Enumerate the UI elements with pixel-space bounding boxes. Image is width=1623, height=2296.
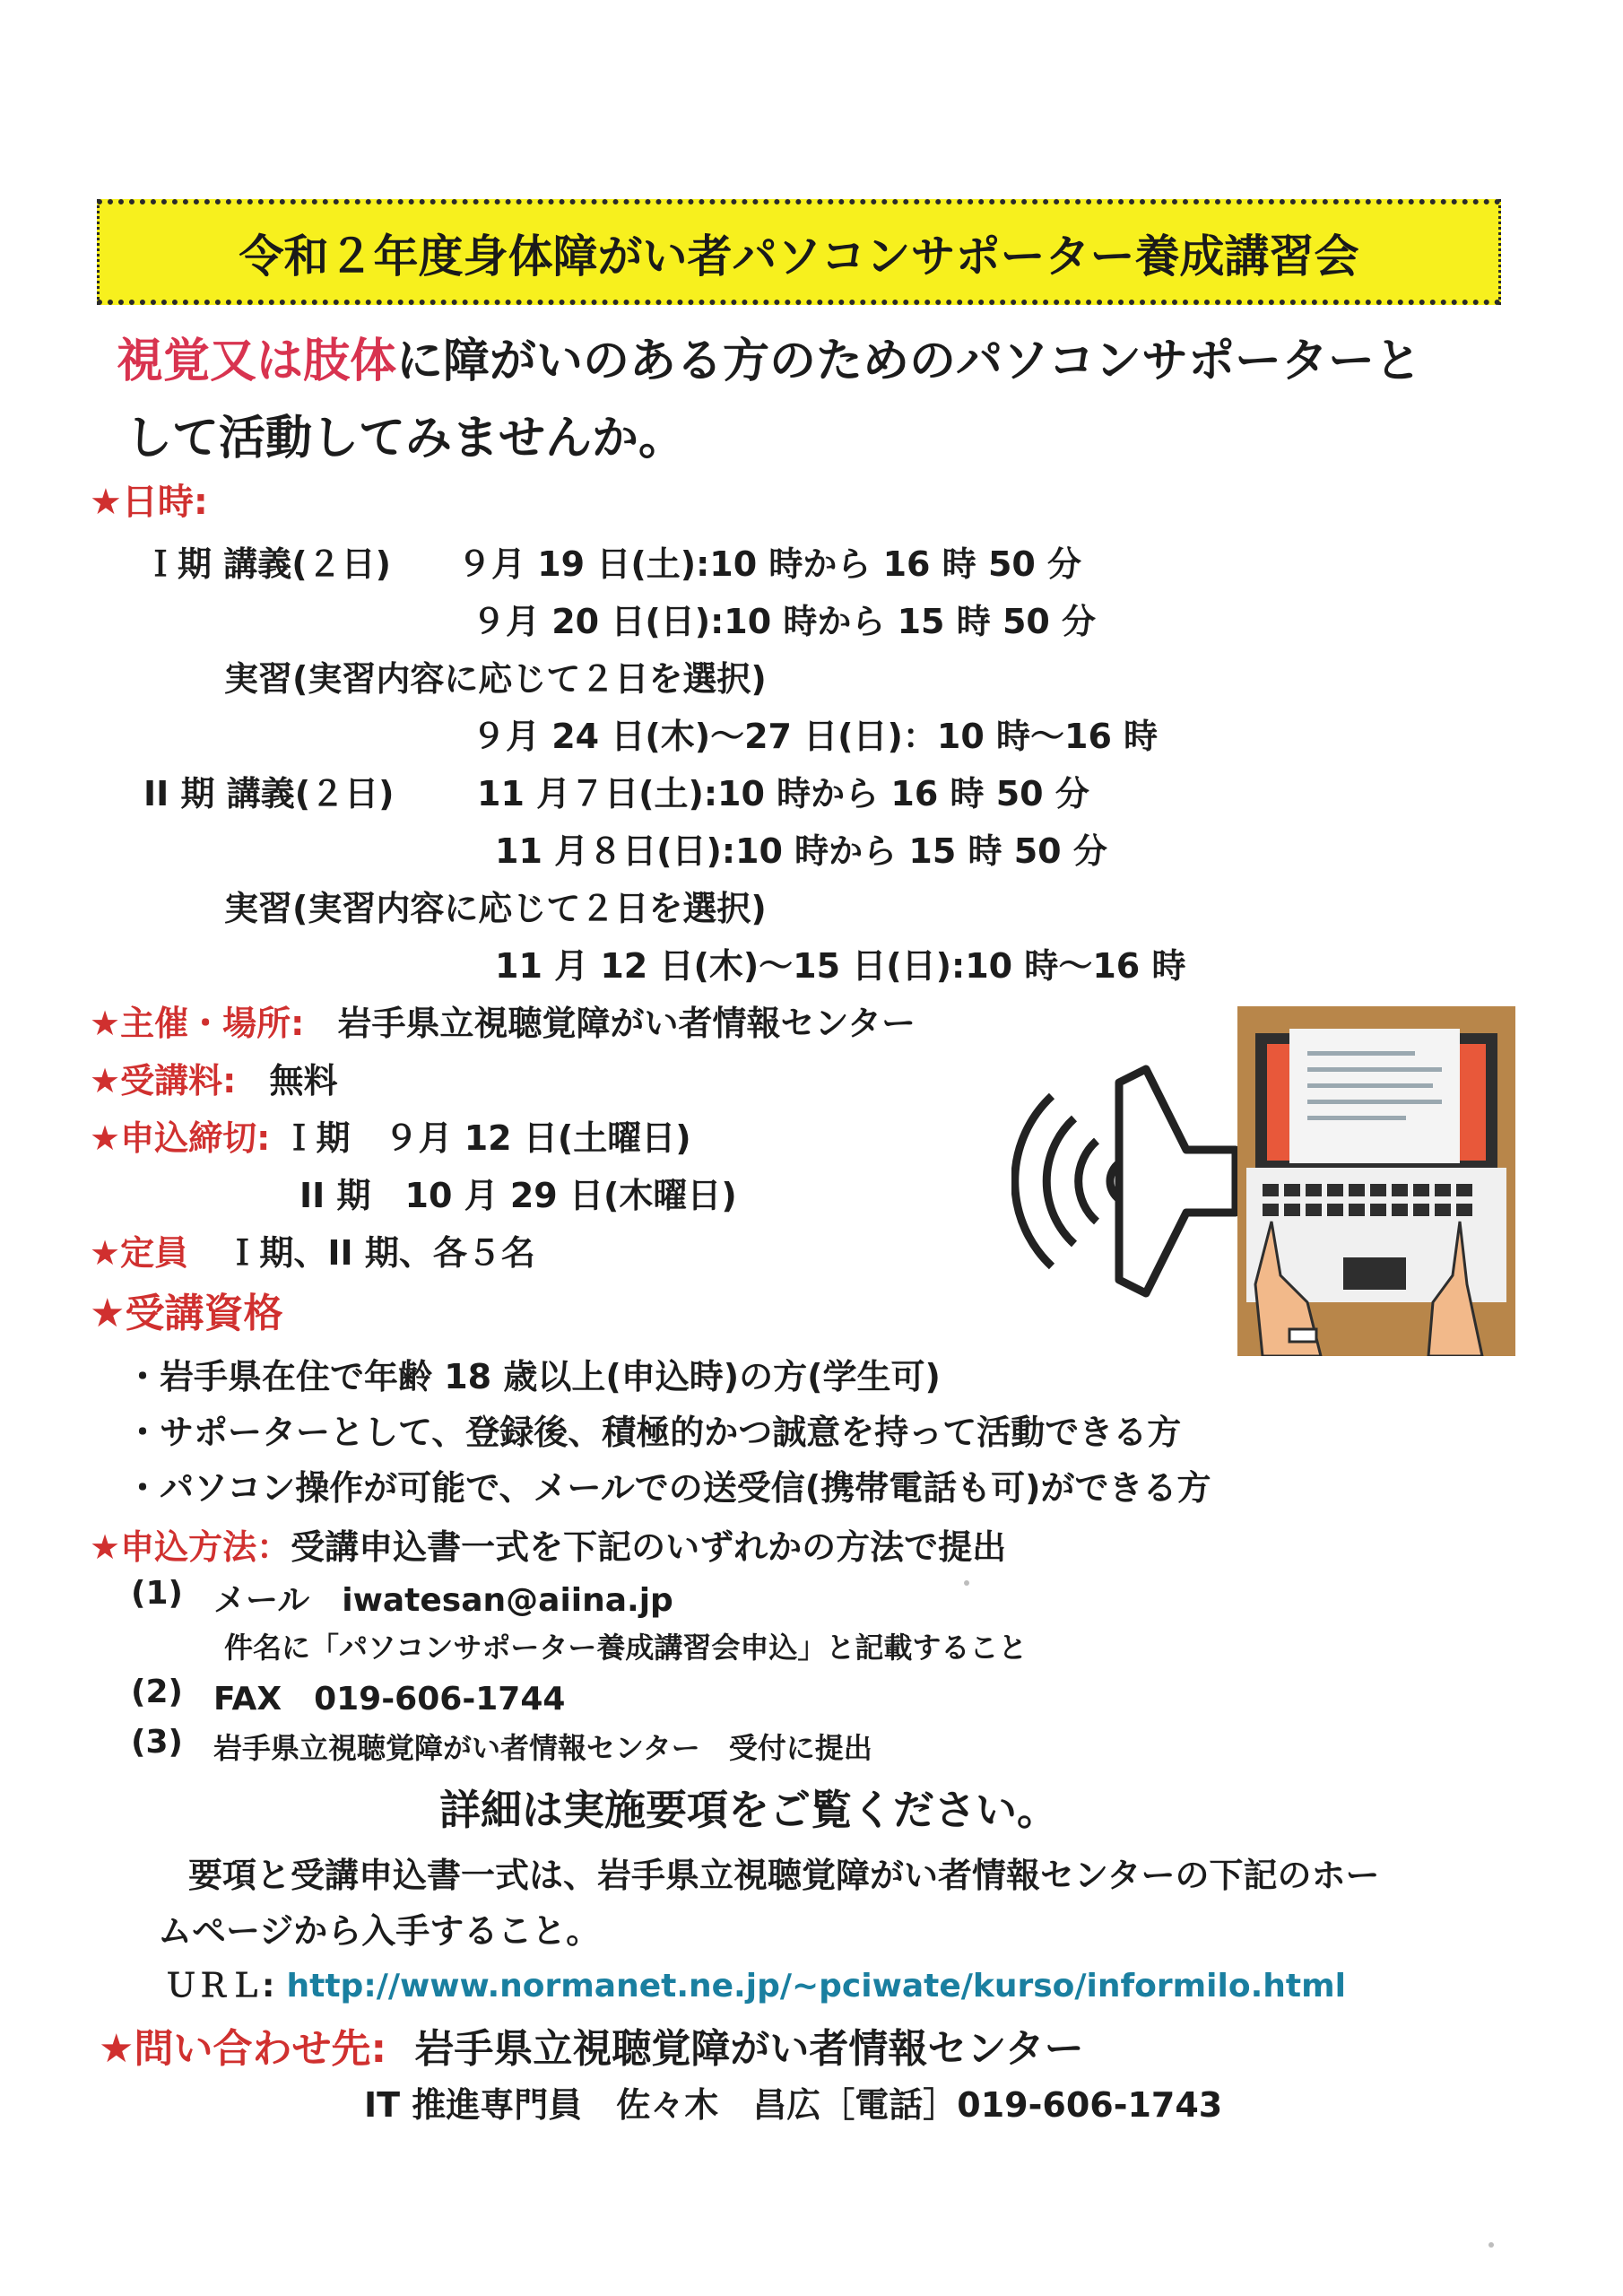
lead-emphasis: 視覚又は肢体 [117, 335, 397, 388]
apply-method-fax: FAX 019-606-1744 [213, 1681, 566, 1718]
title-banner [97, 199, 1501, 305]
organizer-value: 岩手県立視聴覚障がい者情報センター [337, 1004, 916, 1043]
qualification-item: ・パソコン操作が可能で、メールでの送受信(携帯電話も可)ができる方 [126, 1468, 1211, 1508]
deadline-period1: Ｉ期 ９月 12 日(土曜日) [282, 1118, 691, 1158]
period2-practice-date: 11 月 12 日(木)～15 日(日):10 時～16 時 [495, 946, 1186, 986]
apply-row [90, 1519, 1006, 1569]
capacity-value: Ｉ期、II 期、各５名 [225, 1233, 535, 1273]
period1-practice-date: ９月 24 日(木)～27 日(日)：10 時～16 時 [472, 717, 1159, 756]
fee-row [90, 1053, 338, 1102]
qualification-heading: ★受講資格 [90, 1291, 283, 1336]
laptop-hands-illustration [1237, 1006, 1515, 1356]
datetime-heading: ★日時: [90, 482, 208, 523]
contact-person: IT 推進専門員 佐々木 昌広［電話］019-606-1743 [364, 2085, 1223, 2125]
contact-row [99, 2016, 1084, 2074]
period1-lecture-day1: ９月 19 日(土):10 時から 16 時 50 分 [457, 544, 1082, 584]
period2-lecture-day1: 11 月７日(土):10 時から 16 時 50 分 [477, 774, 1089, 813]
fee-label: ★受講料: [90, 1061, 237, 1100]
qualification-item: ・サポーターとして、登録後、積極的かつ誠意を持って活動できる方 [126, 1413, 1182, 1452]
apply-method-2-number: (2) [131, 1674, 183, 1710]
apply-method-reception: 岩手県立視聴覚障がい者情報センター 受付に提出 [213, 1731, 872, 1765]
period2-label: II 期 講義(２日) [143, 774, 395, 813]
period2-practice: 実習(実習内容に応じて２日を選択) [224, 889, 767, 928]
deadline-period2: II 期 10 月 29 日(木曜日) [299, 1176, 737, 1215]
contact-label: ★問い合わせ先: [99, 2026, 387, 2072]
url-label: ＵＲＬ: [165, 1968, 275, 2005]
details-paragraph-line-2: ムページから入手すること。 [158, 1911, 601, 1951]
apply-method-3-number: (3) [131, 1724, 183, 1761]
apply-label: ★申込方法： [90, 1527, 291, 1567]
lead-rest: に障がいのある方のためのパソコンサポーターと [396, 335, 1421, 388]
contact-org: 岩手県立視聴覚障がい者情報センター [414, 2026, 1084, 2072]
lead-line-1 [117, 323, 1421, 390]
period1-lecture-day2: ９月 20 日(日):10 時から 15 時 50 分 [472, 602, 1097, 641]
apply-method-email-note: 件名に「パソコンサポーター養成講習会申込」と記載すること [224, 1631, 1028, 1665]
deadline-label: ★申込締切: [90, 1118, 271, 1158]
speaker-icon [1015, 1069, 1236, 1293]
period2-lecture-day2: 11 月８日(日):10 時から 15 時 50 分 [495, 831, 1107, 871]
lead-line-2: して活動してみませんか。 [126, 412, 686, 465]
apply-method-email: メール iwatesan@aiina.jp [213, 1582, 673, 1619]
url-row [165, 1961, 1346, 2006]
organizer-label: ★主催・場所: [90, 1004, 305, 1043]
period1-practice: 実習(実習内容に応じて２日を選択) [224, 659, 767, 699]
details-heading: 詳細は実施要項をご覧ください。 [439, 1786, 1058, 1834]
apply-value: 受講申込書一式を下記のいずれかの方法で提出 [291, 1527, 1007, 1567]
organizer-row [90, 996, 916, 1045]
scan-speck [1488, 2242, 1494, 2248]
page-title: 令和２年度身体障がい者パソコンサポーター養成講習会 [239, 230, 1359, 283]
period1-label: Ｉ期 講義(２日) [143, 544, 391, 584]
deadline-row [90, 1110, 691, 1160]
details-paragraph-line-1: 要項と受講申込書一式は、岩手県立視聴覚障がい者情報センターの下記のホー [188, 1856, 1380, 1895]
homepage-link[interactable]: http://www.normanet.ne.jp/~pciwate/kurso/informilo.html [286, 1968, 1346, 2005]
scan-speck [964, 1580, 969, 1586]
capacity-row [90, 1225, 535, 1274]
capacity-label: ★定員 [90, 1233, 189, 1273]
fee-value: 無料 [269, 1061, 338, 1100]
speaker-laptop-illustration [1011, 997, 1521, 1356]
qualification-item: ・岩手県在住で年齢 18 歳以上(申込時)の方(学生可) [126, 1357, 941, 1396]
apply-method-1-number: (1) [131, 1575, 183, 1612]
